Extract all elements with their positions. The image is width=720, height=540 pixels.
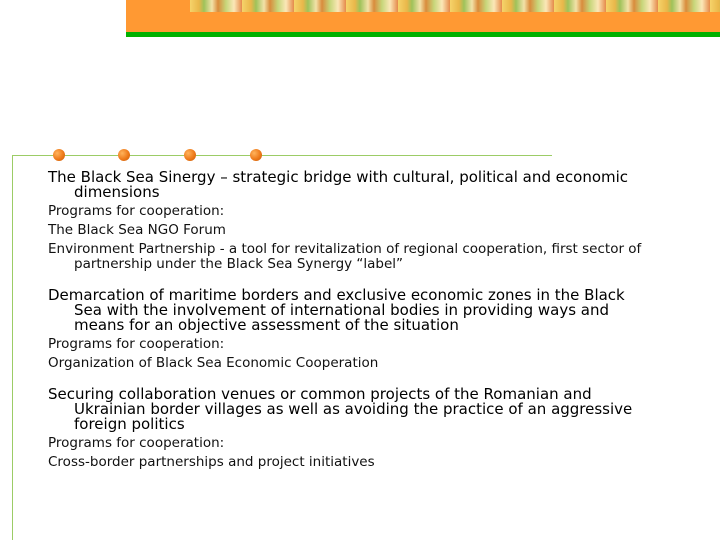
list-item: The Black Sea NGO Forum (48, 222, 226, 238)
banner-image-strip (190, 0, 720, 12)
frame-left-line (12, 155, 13, 540)
list-item: Programs for cooperation: (48, 336, 225, 352)
section-collaboration (48, 387, 648, 470)
slide-content (48, 170, 648, 486)
section-demarcation (48, 288, 648, 371)
frame-top-line (12, 155, 552, 156)
list-item: Organization of Black Sea Economic Cooperation (48, 355, 379, 371)
orange-dot-3 (184, 149, 196, 161)
section-synergy (48, 170, 648, 272)
orange-dot-2 (118, 149, 130, 161)
list-item: Cross-border partnerships and project initiatives (48, 454, 375, 470)
list-item: Programs for cooperation: (48, 203, 225, 219)
list-item: Programs for cooperation: (48, 435, 225, 451)
section-heading: Demarcation of maritime borders and exclusive economic zones in the Black Sea with the involvement of international bodies in providing ways and means for an objective assessment of the situation (48, 286, 625, 334)
section-heading: The Black Sea Sinergy – strategic bridge with cultural, political and economic dimensions (48, 168, 629, 201)
section-heading: Securing collaboration venues or common projects of the Romanian and Ukrainian border villages as well as avoiding the practice of an aggressive foreign politics (48, 385, 633, 433)
orange-dot-4 (250, 149, 262, 161)
list-item: Environment Partnership - a tool for revitalization of regional cooperation, first sector of partnership under the Black Sea Synergy “label” (48, 241, 642, 272)
banner-green-line (126, 32, 720, 37)
orange-dot-1 (53, 149, 65, 161)
